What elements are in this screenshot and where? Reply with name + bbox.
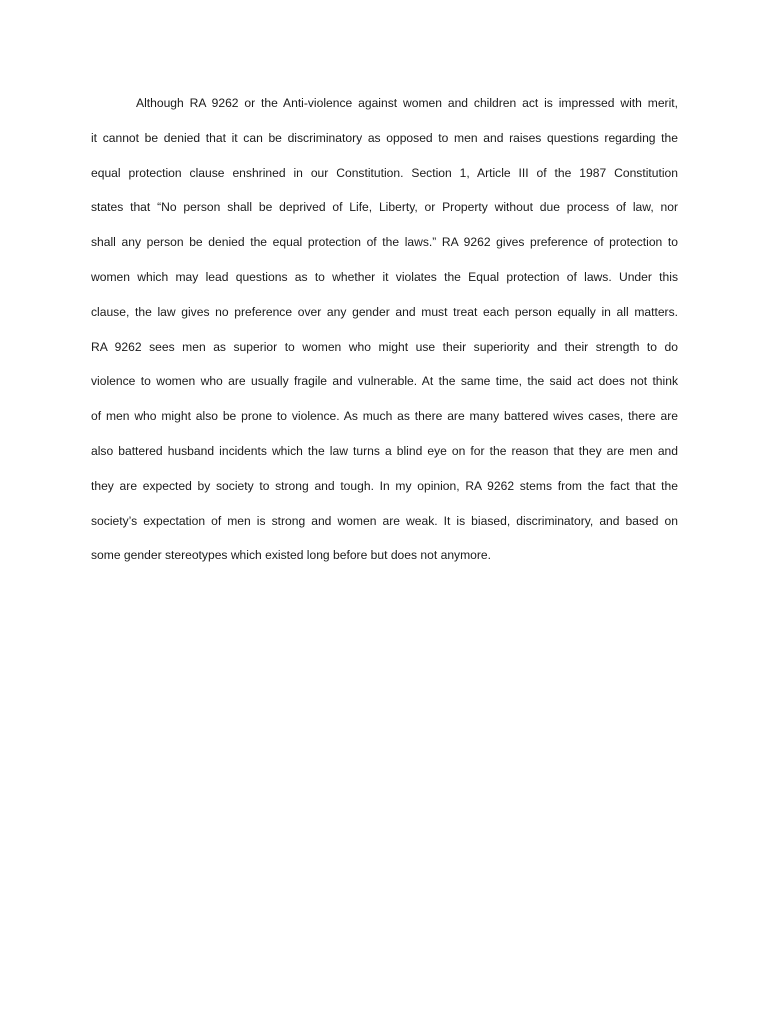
paragraph-line: equal protection clause enshrined in our Constitution. Section 1, Article III of the 1987 Constitution (91, 165, 678, 180)
paragraph-line: Although RA 9262 or the Anti-violence against women and children act is impressed with merit, (136, 96, 678, 110)
paragraph-line: it cannot be denied that it can be discriminatory as opposed to men and raises questions regarding the (91, 130, 678, 145)
paragraph-line: they are expected by society to strong and tough. In my opinion, RA 9262 stems from the fact that the (91, 478, 678, 493)
paragraph-line: RA 9262 sees men as superior to women who might use their superiority and their strength to do (91, 339, 678, 354)
paragraph-line: states that “No person shall be deprived of Life, Liberty, or Property without due process of law, nor (91, 200, 678, 215)
paragraph-line: also battered husband incidents which the law turns a blind eye on for the reason that they are men and (91, 443, 678, 458)
body-paragraph (91, 91, 678, 578)
paragraph-line: of men who might also be prone to violence. As much as there are many battered wives cases, there are (91, 409, 678, 424)
paragraph-line: some gender stereotypes which existed long before but does not anymore. (91, 548, 492, 563)
paragraph-line: society’s expectation of men is strong and women are weak. It is biased, discriminatory, and based on (91, 513, 678, 528)
paragraph-line: shall any person be denied the equal protection of the laws.” RA 9262 gives preference of protection to (91, 235, 678, 250)
paragraph-line: clause, the law gives no preference over any gender and must treat each person equally in all matters. (91, 304, 678, 319)
paragraph-line: violence to women who are usually fragile and vulnerable. At the same time, the said act does not think (91, 374, 678, 389)
paragraph-line: women which may lead questions as to whether it violates the Equal protection of laws. Under this (91, 269, 678, 284)
